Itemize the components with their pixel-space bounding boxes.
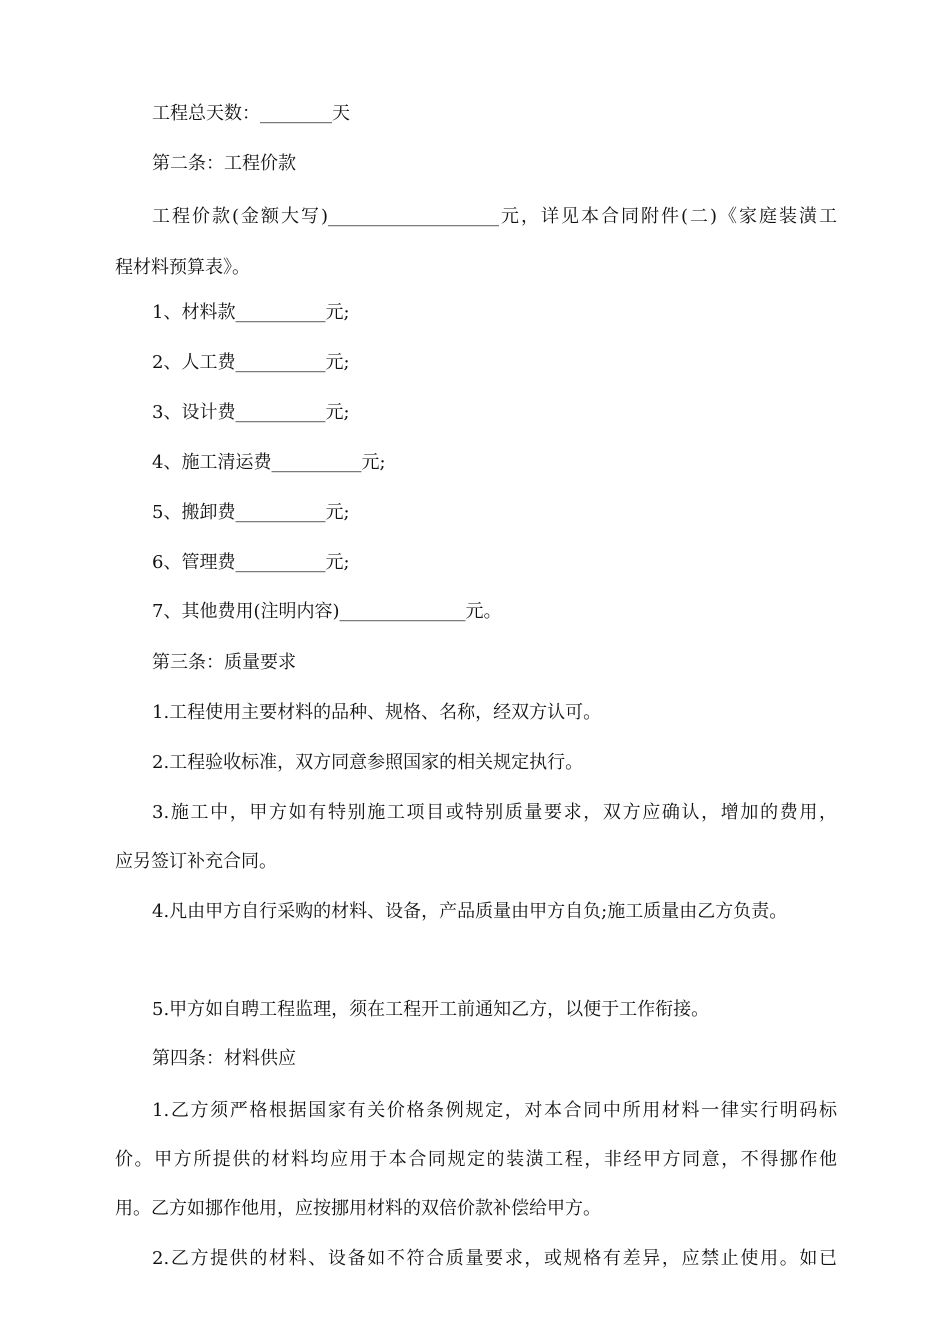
article-3-heading: 第三条：质量要求 xyxy=(152,652,296,673)
quality-item-1: 1.工程使用主要材料的品种、规格、名称，经双方认可。 xyxy=(152,702,602,723)
quality-item-3-line-2: 应另签订补充合同。 xyxy=(115,851,277,872)
article-4-heading: 第四条：材料供应 xyxy=(152,1048,296,1069)
fee-item-labor: 2、人工费__________元; xyxy=(152,352,350,373)
quality-item-5: 5.甲方如自聘工程监理，须在工程开工前通知乙方，以便于工作衔接。 xyxy=(152,999,710,1020)
supply-item-1-line-3: 用。乙方如挪作他用，应按挪用材料的双倍价款补偿给甲方。 xyxy=(115,1198,601,1219)
quality-item-2: 2.工程验收标准，双方同意参照国家的相关规定执行。 xyxy=(152,752,584,773)
quality-item-4: 4.凡由甲方自行采购的材料、设备，产品质量由甲方自负;施工质量由乙方负责。 xyxy=(152,901,788,922)
supply-item-2-line-1: 2.乙方提供的材料、设备如不符合质量要求，或规格有差异，应禁止使用。如已 xyxy=(152,1248,837,1269)
fee-item-materials: 1、材料款__________元; xyxy=(152,302,350,323)
fee-item-handling: 5、搬卸费__________元; xyxy=(152,502,350,523)
fee-item-other: 7、其他费用(注明内容)______________元。 xyxy=(152,601,502,622)
price-paragraph-line-1: 工程价款(金额大写)___________________元，详见本合同附件(二)《家庭装潢工 xyxy=(152,206,837,227)
article-2-heading: 第二条：工程价款 xyxy=(152,153,296,174)
supply-item-1-line-2: 价。甲方所提供的材料均应用于本合同规定的装潢工程，非经甲方同意，不得挪作他 xyxy=(115,1149,837,1170)
fee-item-management: 6、管理费__________元; xyxy=(152,552,350,573)
quality-item-3-line-1: 3.施工中，甲方如有特别施工项目或特别质量要求，双方应确认，增加的费用， xyxy=(152,802,837,823)
fee-item-cleanup: 4、施工清运费__________元; xyxy=(152,452,386,473)
price-paragraph-line-2: 程材料预算表》。 xyxy=(115,257,250,278)
total-days-line: 工程总天数：________天 xyxy=(152,103,350,124)
fee-item-design: 3、设计费__________元; xyxy=(152,402,350,423)
supply-item-1-line-1: 1.乙方须严格根据国家有关价格条例规定，对本合同中所用材料一律实行明码标 xyxy=(152,1100,837,1121)
